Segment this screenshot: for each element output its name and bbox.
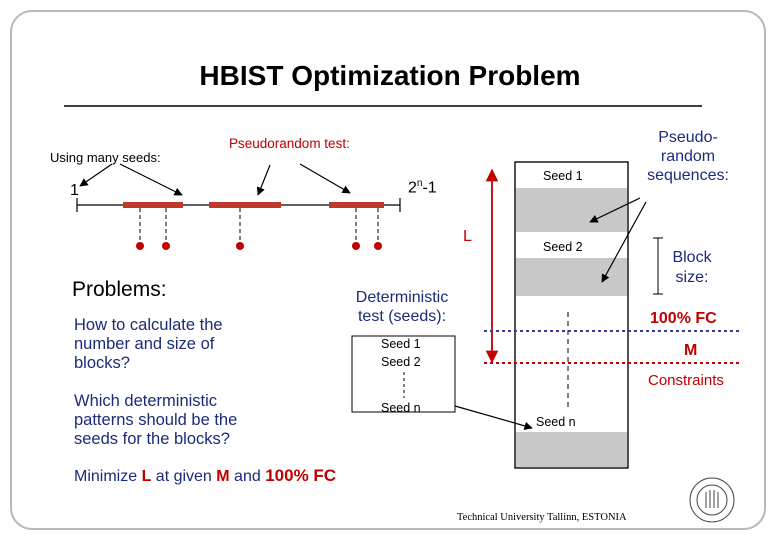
block-size-line-1: Block xyxy=(672,249,712,266)
pseudorandom-timeline xyxy=(77,198,400,212)
slide-title: HBIST Optimization Problem xyxy=(199,60,581,91)
block-segment-2 xyxy=(209,202,281,208)
block-seed-2: Seed 2 xyxy=(543,240,583,254)
university-logo xyxy=(690,478,734,522)
two-n-base: 2 xyxy=(408,179,417,197)
using-many-seeds-label: Using many seeds: xyxy=(50,150,161,165)
block-fill-2 xyxy=(515,258,628,296)
pseudo-line-2: random xyxy=(660,148,716,165)
two-n-tail: -1 xyxy=(422,179,437,197)
pseudorandom-test-label: Pseudorandom test: xyxy=(229,136,350,151)
minimize-statement xyxy=(74,466,336,486)
two-n-exponent: n xyxy=(416,178,423,189)
fc-label: 100% FC xyxy=(650,310,717,327)
pseudo-line-3: sequences: xyxy=(647,167,729,184)
footer-text: Technical University Tallinn, ESTONIA xyxy=(457,512,627,523)
block-segment-3 xyxy=(329,202,384,208)
block-fill-n xyxy=(515,432,628,468)
deterministic-test-label xyxy=(342,288,462,326)
seed-dashes xyxy=(140,208,378,240)
block-seed-n: Seed n xyxy=(536,415,576,429)
problem-2-line-2: patterns should be the xyxy=(74,411,238,429)
block-size-label xyxy=(662,248,722,288)
seed-dots xyxy=(136,242,382,250)
det-seed-n: Seed n xyxy=(381,401,421,415)
minimize-part-1: Minimize xyxy=(74,468,142,485)
problem-1-line-3: blocks? xyxy=(74,354,130,372)
m-label: M xyxy=(684,342,698,359)
minimize-part-5: and xyxy=(229,468,266,485)
problem-2-text xyxy=(74,392,237,449)
block-fill-1 xyxy=(515,188,628,232)
problem-2-line-3: seeds for the blocks? xyxy=(74,430,230,448)
problem-1-line-1: How to calculate the xyxy=(74,316,223,334)
L-label: L xyxy=(463,228,472,245)
block-size-line-2: size: xyxy=(675,269,709,286)
deterministic-line-2: test (seeds): xyxy=(357,308,447,325)
timeline-start-label: 1 xyxy=(70,182,79,199)
timeline-end-label xyxy=(408,178,437,197)
constraints-label: Constraints xyxy=(648,372,724,389)
deterministic-line-1: Deterministic xyxy=(355,289,449,306)
problems-heading: Problems: xyxy=(72,278,167,301)
pseudo-line-1: Pseudo- xyxy=(658,129,718,146)
pointer-arrows xyxy=(80,164,350,195)
block-seed-1: Seed 1 xyxy=(543,169,583,183)
problem-1-line-2: number and size of xyxy=(74,335,215,353)
problem-2-line-1: Which deterministic xyxy=(74,392,218,410)
minimize-part-3: at given xyxy=(151,468,217,485)
minimize-fc: 100% FC xyxy=(265,466,337,485)
det-seed-2: Seed 2 xyxy=(381,355,421,369)
problem-1-text xyxy=(74,316,223,373)
pseudo-sequences-label xyxy=(638,128,738,185)
minimize-L: L xyxy=(141,468,152,485)
minimize-M: M xyxy=(216,468,230,485)
block-segment-1 xyxy=(123,202,183,208)
det-seed-1: Seed 1 xyxy=(381,337,421,351)
